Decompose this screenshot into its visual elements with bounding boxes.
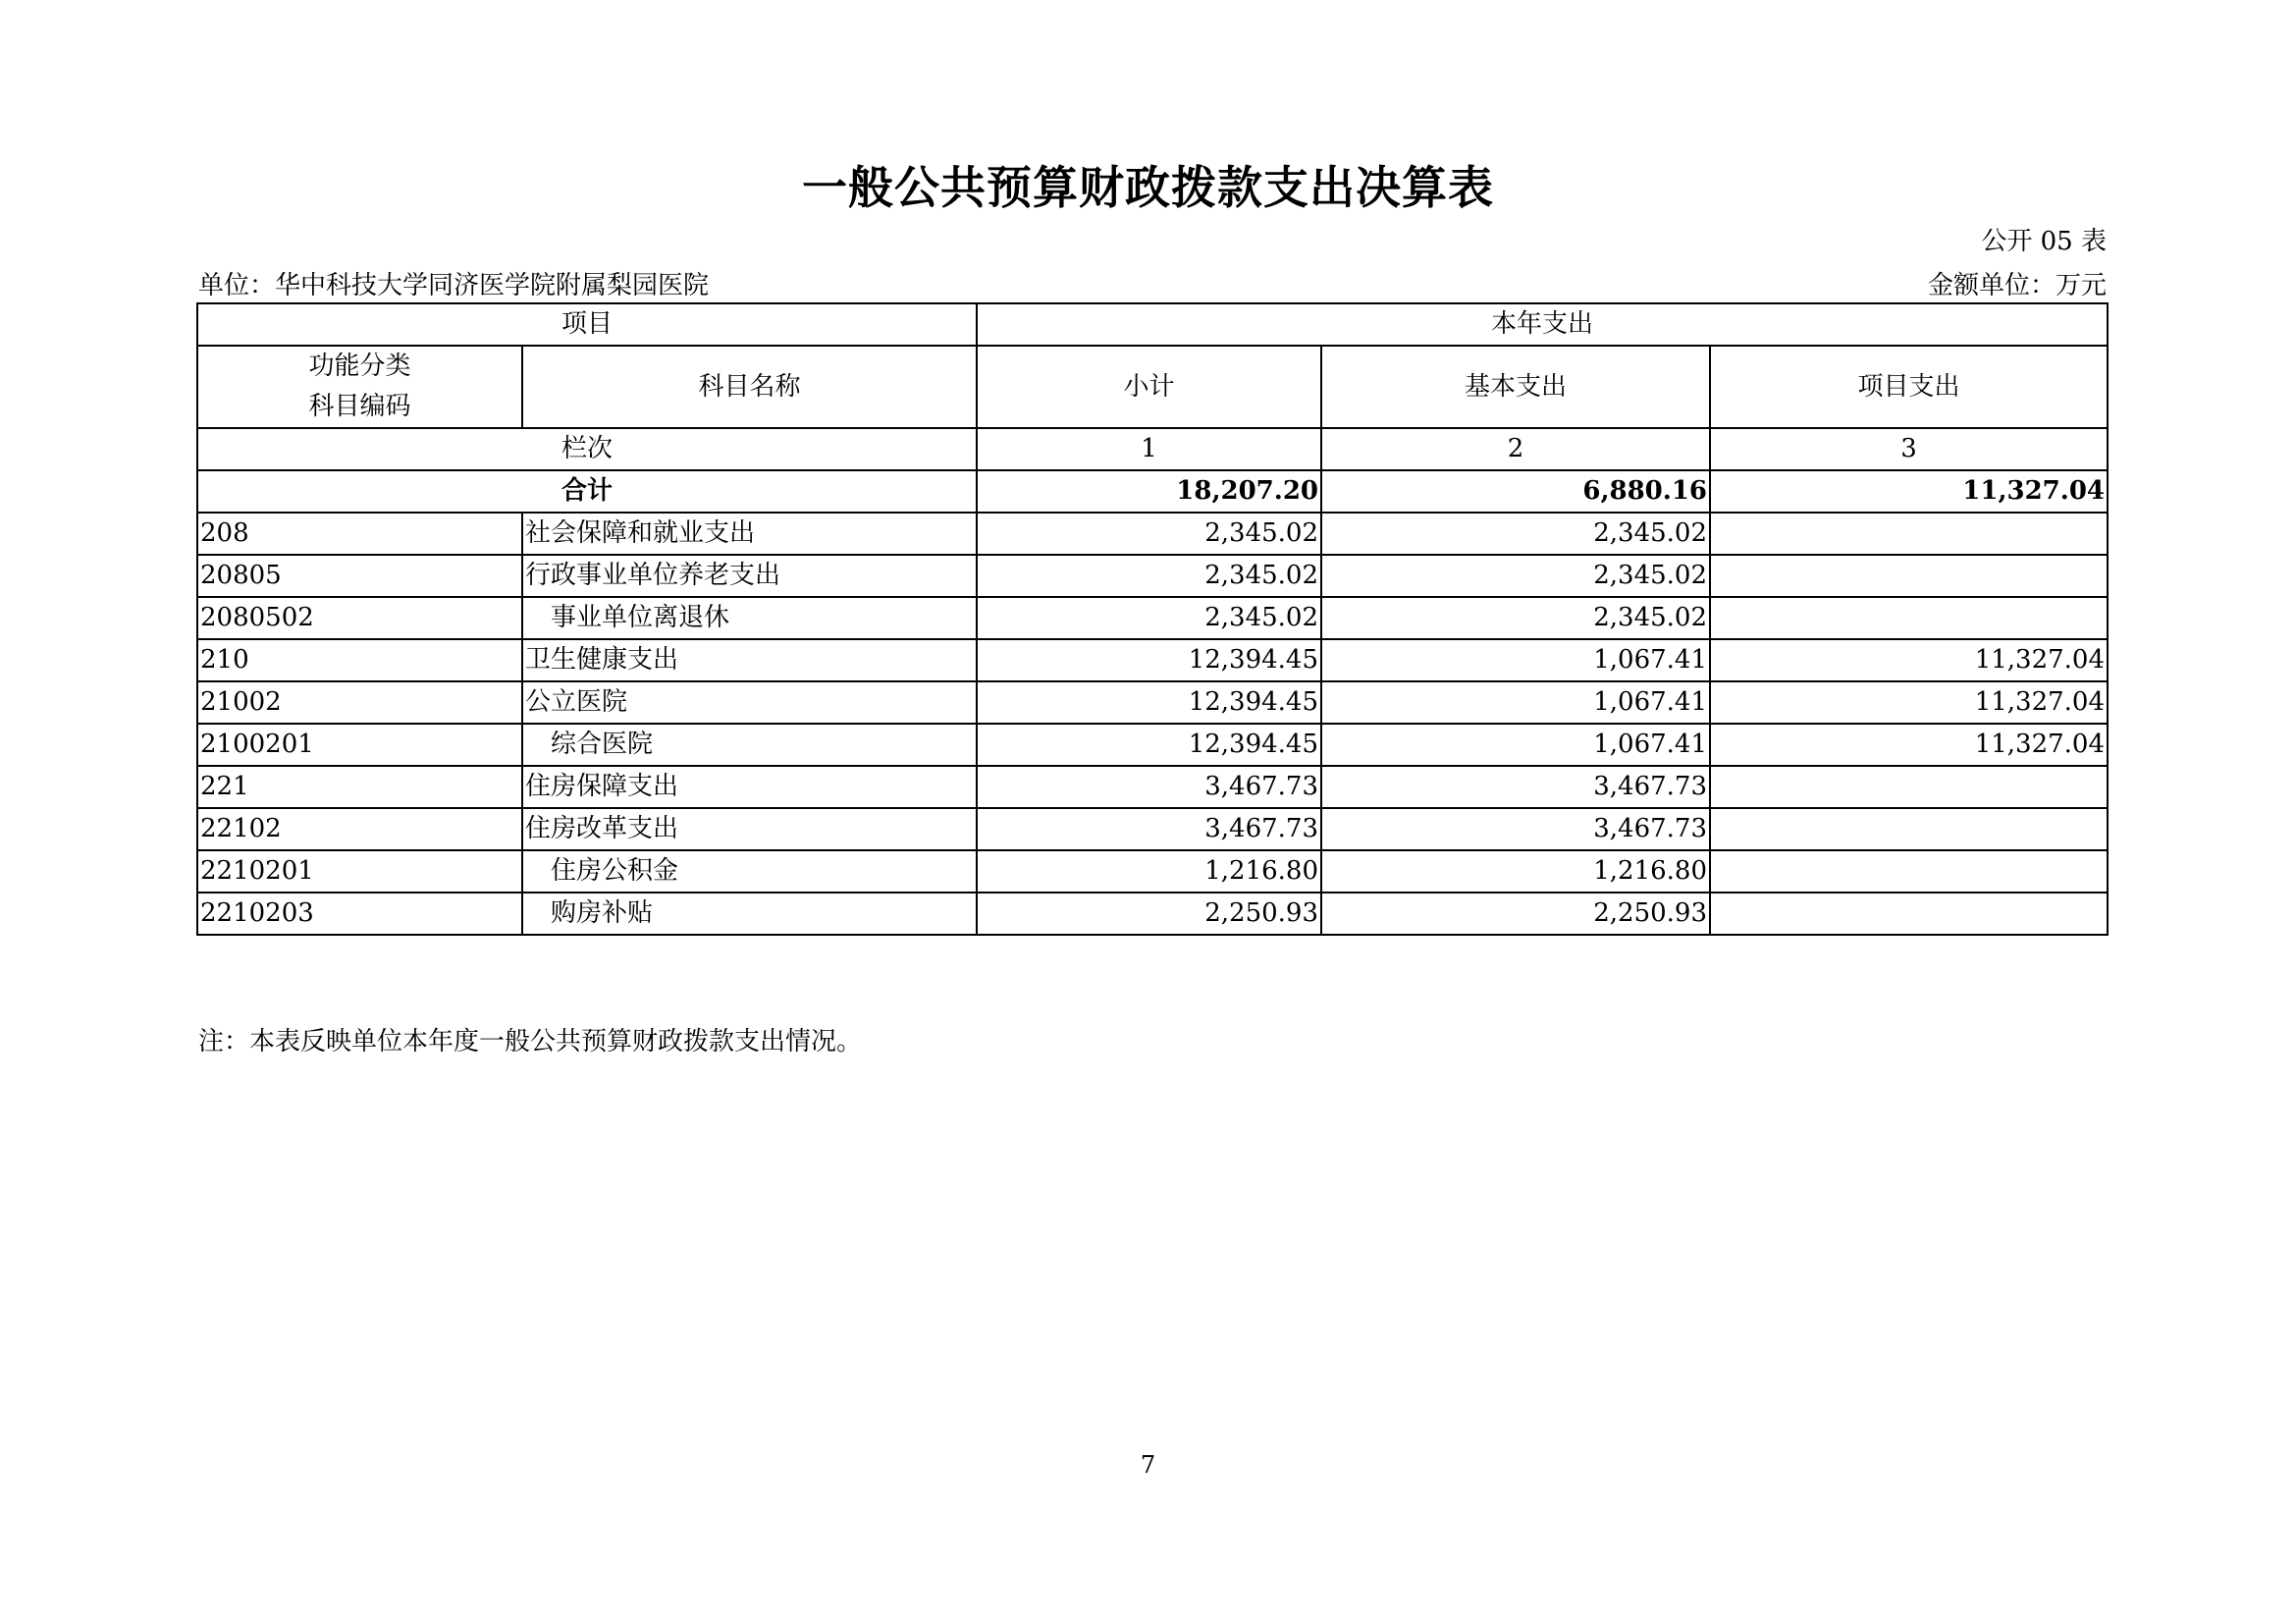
header-func-code-line2: 科目编码 [308,392,411,421]
table-row [197,893,2108,935]
row-subtotal: 12,394.45 [977,681,1321,724]
row-subtotal: 12,394.45 [977,639,1321,681]
row-name: 行政事业单位养老支出 [522,555,977,597]
header-func-code-line1: 功能分类 [308,352,411,381]
header-basic-spending: 基本支出 [1321,346,1710,428]
column-index-3: 3 [1710,428,2108,470]
total-subtotal: 18,207.20 [977,470,1321,513]
row-basic: 2,345.02 [1321,513,1710,555]
table-row [197,766,2108,808]
table-row [197,724,2108,766]
row-subtotal: 1,216.80 [977,850,1321,893]
row-subtotal: 12,394.45 [977,724,1321,766]
column-index-label: 栏次 [197,428,977,470]
column-index-2: 2 [1321,428,1710,470]
row-name: 综合医院 [522,724,977,766]
row-basic: 1,067.41 [1321,639,1710,681]
row-name: 社会保障和就业支出 [522,513,977,555]
row-code: 21002 [197,681,522,724]
table-note: 注：本表反映单位本年度一般公共预算财政拨款支出情况。 [198,1027,863,1056]
total-label: 合计 [197,470,977,513]
row-project: 11,327.04 [1710,639,2108,681]
row-project [1710,597,2108,639]
row-basic: 2,250.93 [1321,893,1710,935]
page-title: 一般公共预算财政拨款支出决算表 [802,161,1494,214]
row-basic: 1,216.80 [1321,850,1710,893]
row-subtotal: 3,467.73 [977,766,1321,808]
header-subject-name: 科目名称 [522,346,977,428]
total-basic: 6,880.16 [1321,470,1710,513]
row-project [1710,893,2108,935]
column-index-1: 1 [977,428,1321,470]
row-name: 公立医院 [522,681,977,724]
row-subtotal: 2,345.02 [977,513,1321,555]
row-basic: 1,067.41 [1321,724,1710,766]
row-name: 事业单位离退休 [522,597,977,639]
row-subtotal: 2,250.93 [977,893,1321,935]
row-project [1710,555,2108,597]
row-code: 22102 [197,808,522,850]
row-basic: 1,067.41 [1321,681,1710,724]
row-subtotal: 2,345.02 [977,597,1321,639]
row-name: 购房补贴 [522,893,977,935]
row-basic: 2,345.02 [1321,597,1710,639]
row-basic: 3,467.73 [1321,766,1710,808]
table-row [197,850,2108,893]
table-row [197,639,2108,681]
row-subtotal: 2,345.02 [977,555,1321,597]
row-code: 2100201 [197,724,522,766]
row-project [1710,766,2108,808]
form-number: 公开 05 表 [1981,227,2107,256]
column-index-row [197,428,2108,470]
header-row-top [197,303,2108,346]
header-row-main [197,346,2108,428]
row-basic: 2,345.02 [1321,555,1710,597]
row-code: 2210201 [197,850,522,893]
row-name: 住房保障支出 [522,766,977,808]
table-row [197,513,2108,555]
row-name: 卫生健康支出 [522,639,977,681]
money-unit: 金额单位：万元 [1927,271,2107,300]
row-project [1710,808,2108,850]
row-basic: 3,467.73 [1321,808,1710,850]
table-row [197,555,2108,597]
table-row [197,681,2108,724]
header-func-code [197,346,522,428]
row-project [1710,513,2108,555]
row-code: 208 [197,513,522,555]
header-current-year-spending: 本年支出 [977,303,2108,346]
row-code: 2210203 [197,893,522,935]
row-code: 20805 [197,555,522,597]
row-project [1710,850,2108,893]
row-name: 住房公积金 [522,850,977,893]
header-project-spending: 项目支出 [1710,346,2108,428]
row-code: 210 [197,639,522,681]
row-name: 住房改革支出 [522,808,977,850]
table-row [197,597,2108,639]
table-row [197,808,2108,850]
table-body [197,303,2108,935]
row-code: 2080502 [197,597,522,639]
row-subtotal: 3,467.73 [977,808,1321,850]
row-project: 11,327.04 [1710,681,2108,724]
budget-table [196,302,2109,936]
header-project: 项目 [197,303,977,346]
page-number: 7 [1140,1451,1156,1479]
total-row [197,470,2108,513]
header-subtotal: 小计 [977,346,1321,428]
reporting-unit: 单位：华中科技大学同济医学院附属梨园医院 [198,271,710,300]
row-project: 11,327.04 [1710,724,2108,766]
row-code: 221 [197,766,522,808]
total-project: 11,327.04 [1710,470,2108,513]
